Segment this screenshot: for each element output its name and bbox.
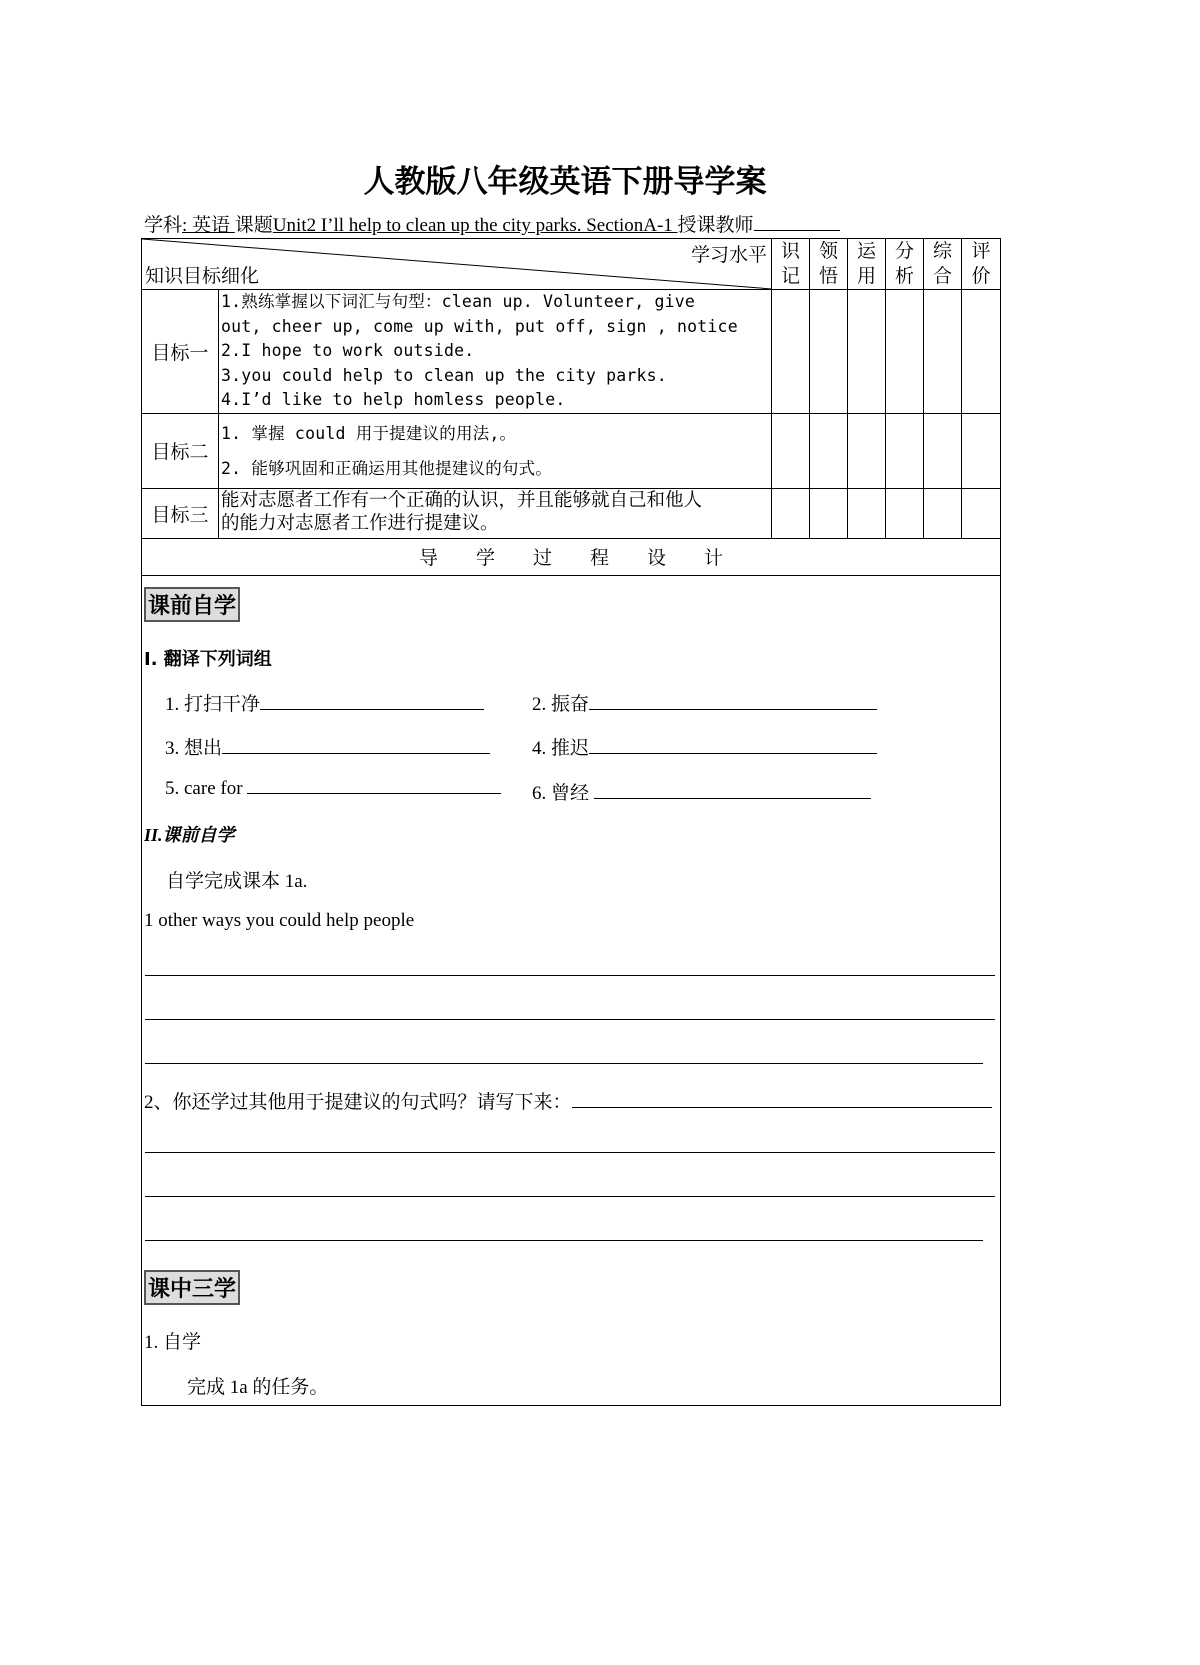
subject-value: : 英语 [182,215,235,236]
diagonal-header-cell [142,239,772,290]
answer-blank[interactable] [589,709,877,710]
goal-content: 1.熟练掌握以下词汇与句型：clean up. Volunteer, give out, cheer up, come up with, put off, sign , notice 2.I hope to work outside. 3.you could help to clean up the city parks. 4.I’d like to help homless people. [219,290,772,414]
table-row [142,290,1001,414]
goal-label: 目标一 [142,290,219,414]
answer-blank[interactable] [572,1107,992,1108]
question-1: 1 other ways you could help people [144,910,415,931]
answer-line[interactable] [145,1152,995,1153]
phrase-item: 6. 曾经 [532,778,871,805]
goal-content: 能对志愿者工作有一个正确的认识，并且能够就自己和他人 的能力对志愿者工作进行提建议。 [219,488,772,538]
topic-value: Unit2 I’ll help to clean up the city parks. SectionA-1 [272,215,678,236]
table-row [142,488,1001,538]
instruction-text: 自学完成课本 1a. [166,871,308,892]
answer-line[interactable] [145,975,995,976]
part2-title: II.课前自学 [144,825,235,845]
level-synthesize: 综 合 [924,239,962,290]
answer-line[interactable] [145,1196,995,1197]
level-understand: 领 悟 [810,239,848,290]
table-row [142,413,1001,488]
level-analyze: 分 析 [886,239,924,290]
teacher-blank [754,230,840,231]
subject-label: 学科 [144,215,183,236]
answer-line[interactable] [145,1063,983,1064]
goal-content: 1. 掌握 could 用于提建议的用法,。 2. 能够巩固和正确运用其他提建议的句式。 [219,413,772,488]
in-class-task: 完成 1a 的任务。 [187,1377,329,1398]
section-heading-in-class: 课中三学 [144,1270,240,1305]
phrase-item: 5. care for [165,778,501,800]
answer-line[interactable] [145,1240,983,1241]
process-header: 导 学 过 程 设 计 [142,538,1001,575]
goal-label: 目标二 [142,413,219,488]
level-header: 学习水平 [690,245,767,266]
answer-line[interactable] [145,1019,995,1020]
page-title: 人教版八年级英语下册导学案 [363,164,767,200]
phrase-item: 4. 推迟 [532,733,877,760]
level-evaluate: 评 价 [962,239,1001,290]
answer-blank[interactable] [594,798,871,799]
answer-blank[interactable] [222,753,490,754]
in-class-item: 1. 自学 [144,1332,202,1353]
question-2: 2、你还学过其他用于提建议的句式吗？请写下来： [144,1087,992,1114]
goal-header: 知识目标细化 [145,266,260,287]
part1-title: I. 翻译下列词组 [144,649,272,670]
teacher-label: 授课教师 [677,215,754,236]
phrase-item: 2. 振奋 [532,689,877,716]
topic-label: 课题 [234,215,273,236]
lesson-meta [144,210,840,237]
level-recall: 识 记 [772,239,810,290]
phrase-item: 3. 想出 [165,733,490,760]
objectives-table [141,238,1001,576]
answer-blank[interactable] [247,793,501,794]
goal-label: 目标三 [142,488,219,538]
level-apply: 运 用 [848,239,886,290]
phrase-item: 1. 打扫干净 [165,689,484,716]
section-heading-pre-study: 课前自学 [144,587,240,622]
answer-blank[interactable] [260,709,484,710]
answer-blank[interactable] [589,753,877,754]
